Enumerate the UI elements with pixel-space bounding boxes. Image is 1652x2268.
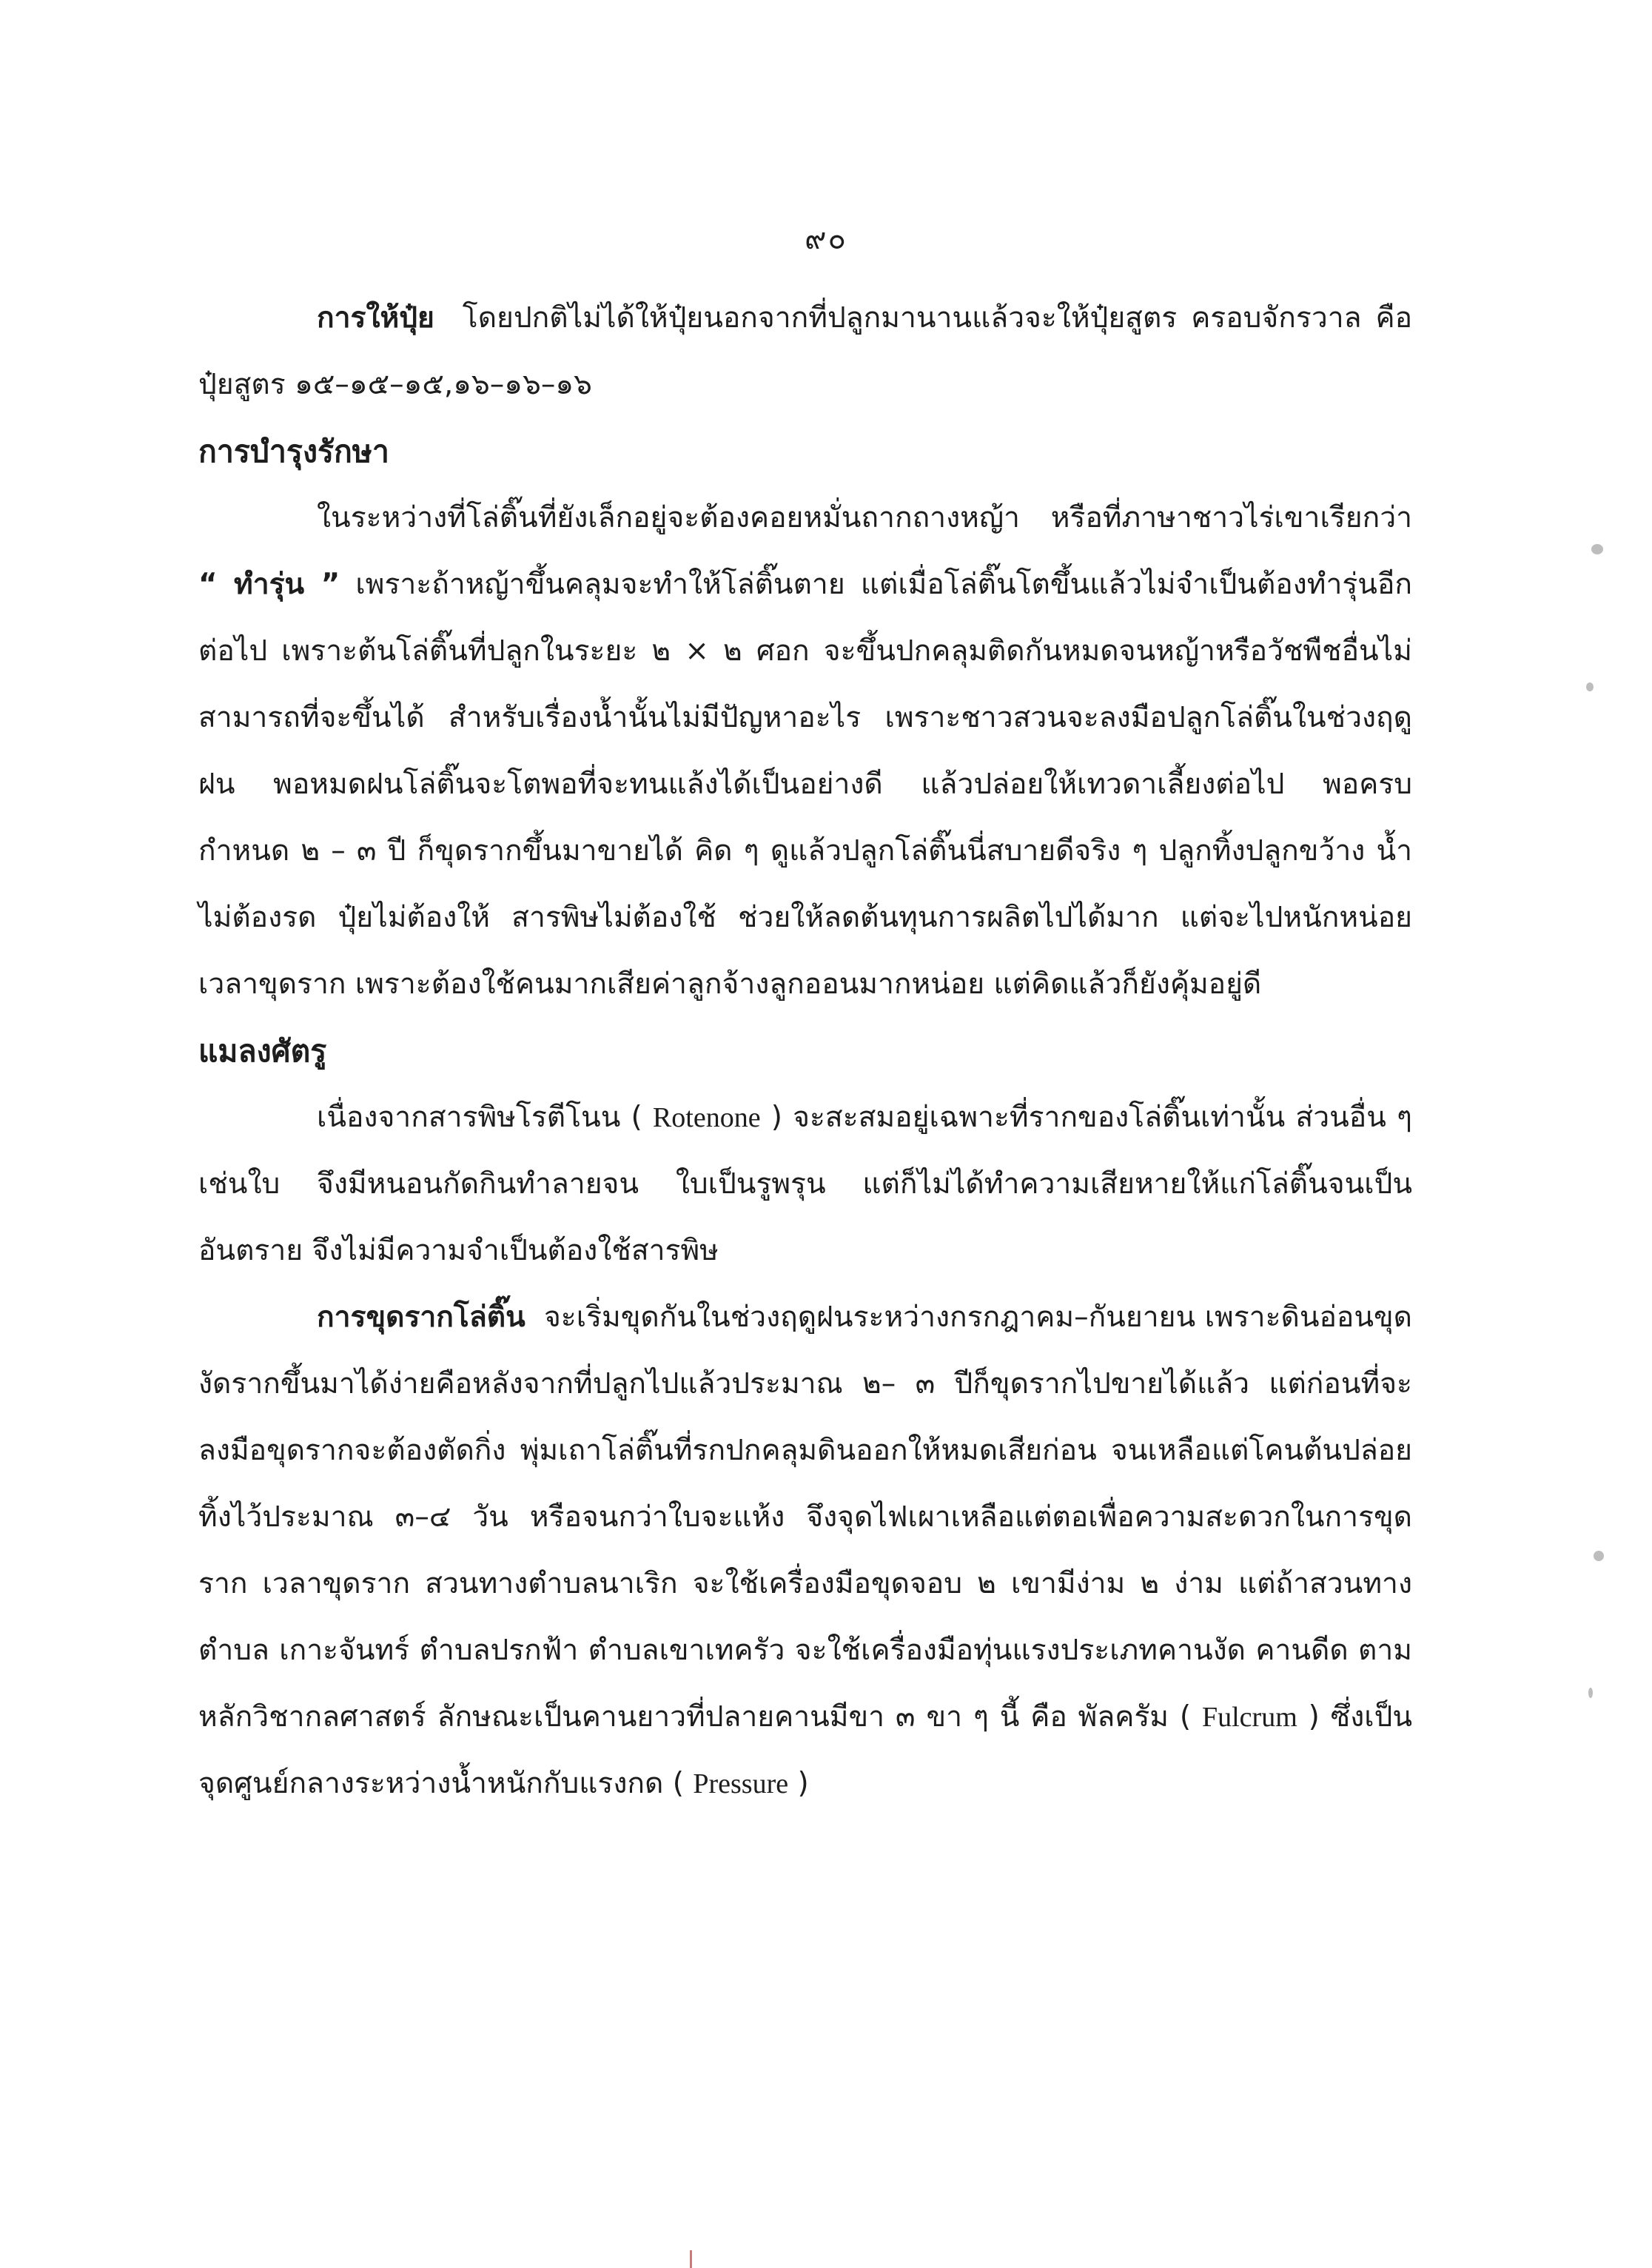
page-body <box>198 285 1412 1817</box>
term-rotenone: Rotenone <box>652 1102 761 1133</box>
term-thamrun: “ ทำรุ่น ” <box>198 568 340 601</box>
paragraph-fertilizer <box>198 285 1412 418</box>
term-fulcrum: Fulcrum <box>1201 1702 1297 1733</box>
scan-speck <box>1591 544 1603 554</box>
text-maintenance-a: ในระหว่างที่โล่ติ๊นที่ยังเล็กอยู่จะต้องคอยหมั่นถากถางหญ้า หรือที่ภาษาชาวไร่เขาเรียกว่า <box>317 501 1412 534</box>
scan-speck <box>1594 1551 1604 1561</box>
text-harvest-c: ) <box>788 1767 809 1800</box>
text-fertilizer: โดยปกติไม่ได้ให้ปุ๋ยนอกจากที่ปลูกมานานแล้วจะให้ปุ๋ยสูตร ครอบจักรวาล คือ ปุ๋ยสูตร ๑๕–๑๕–๑๕,๑๖–๑๖–๑๖ <box>198 301 1413 401</box>
paragraph-pests <box>198 1084 1412 1284</box>
lead-harvest: การขุดรากโล่ติ๊น <box>317 1301 526 1334</box>
text-pests-a: เนื่องจากสารพิษโรตีโนน ( <box>317 1101 653 1134</box>
text-pests-b: ) จะสะสมอยู่เฉพาะที่รากของโล่ติ๊นเท่านั้น ส่วนอื่น ๆ เช่นใบ จึงมีหนอนกัดกินทำลายจน ใบเป็นรูพรุน แต่ก็ไม่ได้ทำความเสียหายให้แก่โล่ติ๊นจนเป็นอันตราย จึงไม่มีความจำเป็นต้องใช้สารพิษ <box>198 1101 1412 1267</box>
scan-mark <box>690 2250 692 2268</box>
text-maintenance-b: เพราะถ้าหญ้าขึ้นคลุมจะทำให้โล่ติ๊นตาย แต่เมื่อโล่ติ๊นโตขึ้นแล้วไม่จำเป็นต้องทำรุ่นอีกต่อไป เพราะต้นโล่ติ๊นที่ปลูกในระยะ ๒ × ๒ ศอก จะขึ้นปกคลุมติดกันหมดจนหญ้าหรือวัชพืชอื่นไม่สามารถที่จะขึ้นได้ สำหรับเรื่องน้ำนั้นไม่มีปัญหาอะไร เพราะชาวสวนจะลงมือปลูกโล่ติ๊นในช่วงฤดูฝน พอหมดฝนโล่ติ๊นจะโตพอที่จะทนแล้งได้เป็นอย่างดี แล้วปล่อยให้เทวดาเลี้ยงต่อไป พอครบกำหนด ๒ – ๓ ปี ก็ขุดรากขึ้นมาขายได้ คิด ๆ ดูแล้วปลูกโล่ติ๊นนี่สบายดีจริง ๆ ปลูกทิ้งปลูกขว้าง น้ำไม่ต้องรด ปุ๋ยไม่ต้องให้ สารพิษไม่ต้องใช้ ช่วยให้ลดต้นทุนการผลิตไปได้มาก แต่จะไปหนักหน่อยเวลาขุดราก เพราะต้องใช้คนมากเสียค่าลูกจ้างลูกออนมากหน่อย แต่คิดแล้วก็ยังคุ้มอยู่ดี <box>198 568 1413 1001</box>
text-harvest-b: ) ซึ่งเป็นจุดศูนย์กลางระหว่างน้ำหนักกับแรงกด ( <box>198 1700 1412 1800</box>
text-harvest-a: จะเริ่มขุดกันในช่วงฤดูฝนระหว่างกรกฎาคม–กันยายน เพราะดินอ่อนขุดงัดรากขึ้นมาได้ง่ายคือหลังจากที่ปลูกไปแล้วประมาณ ๒– ๓ ปีก็ขุดรากไปขายได้แล้ว แต่ก่อนที่จะลงมือขุดรากจะต้องตัดกิ่ง พุ่มเถาโล่ติ๊นที่รกปกคลุมดินออกให้หมดเสียก่อน จนเหลือแต่โคนต้นปล่อยทิ้งไว้ประมาณ ๓–๔ วัน หรือจนกว่าใบจะแห้ง จึงจุดไฟเผาเหลือแต่ตอเพื่อความสะดวกในการขุดราก เวลาขุดราก สวนทางตำบลนาเริก จะใช้เครื่องมือขุดจอบ ๒ เขามีง่าม ๒ ง่าม แต่ถ้าสวนทางตำบล เกาะจันทร์ ตำบลปรกฟ้า ตำบลเขาเทครัว จะใช้เครื่องมือทุ่นแรงประเภทคานงัด คานดีด ตามหลักวิชากลศาสตร์ ลักษณะเป็นคานยาวที่ปลายคานมีขา ๓ ขา ๆ นี้ คือ พัลครัม ( <box>198 1301 1413 1734</box>
paragraph-harvest <box>198 1284 1412 1817</box>
scan-speck <box>1588 1688 1593 1698</box>
scan-speck <box>1586 682 1594 691</box>
heading-maintenance: การบำรุงรักษา <box>198 434 389 469</box>
heading-pests: แมลงศัตรู <box>198 1033 327 1069</box>
page-number: ๙๐ <box>805 222 847 256</box>
term-pressure: Pressure <box>693 1768 789 1799</box>
paragraph-maintenance <box>198 485 1412 1018</box>
lead-fertilizer: การให้ปุ๋ย <box>317 301 434 335</box>
